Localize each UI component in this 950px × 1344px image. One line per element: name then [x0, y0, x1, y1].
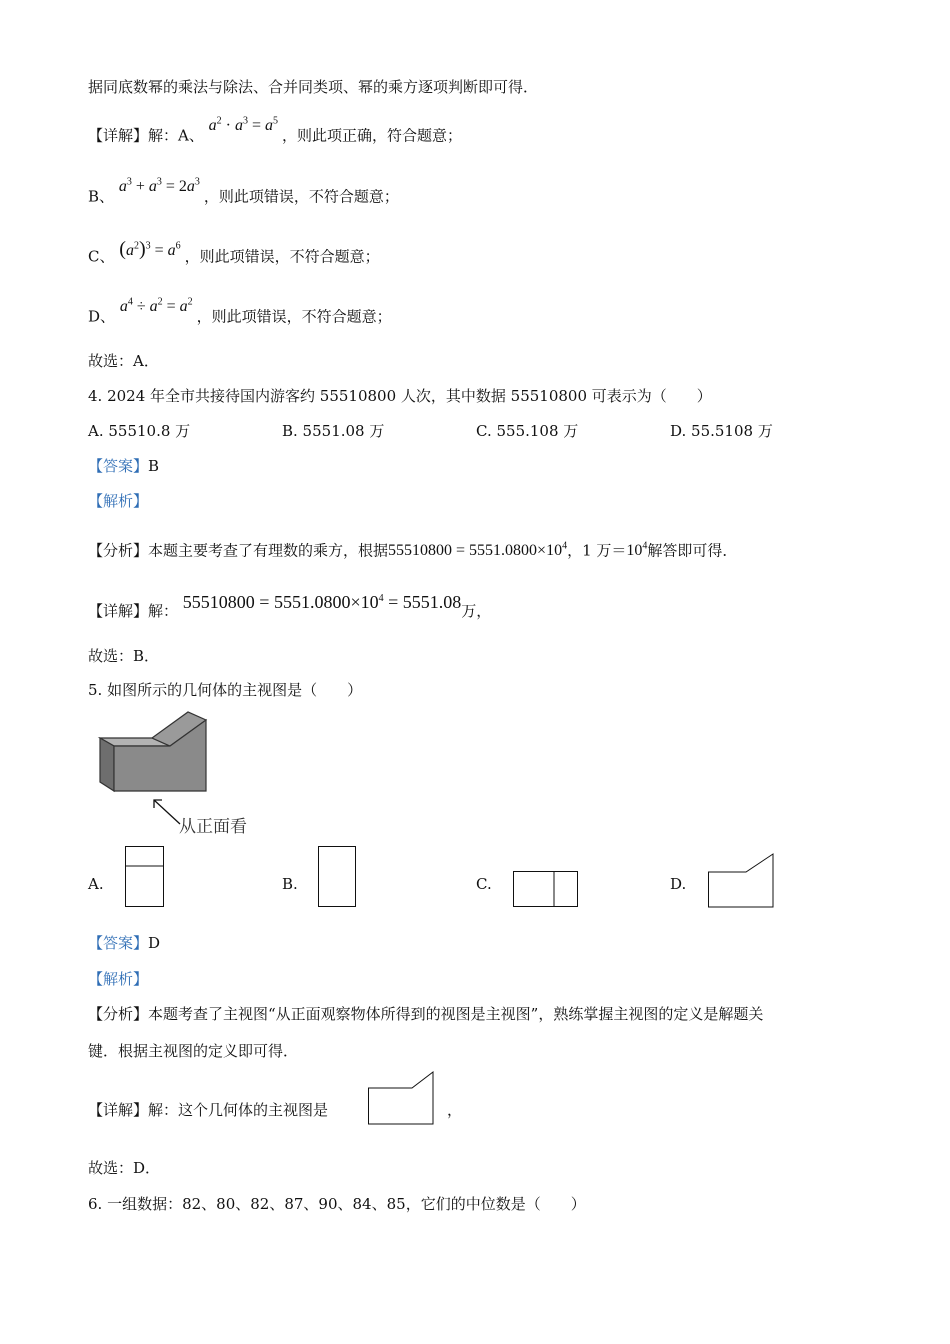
q5-answer-line	[88, 932, 160, 954]
q5-analysis-tag: 【解析】	[88, 970, 149, 988]
q5-detail-shape	[368, 1071, 436, 1127]
q5-analysis-line-2: 键．根据主视图的定义即可得．	[88, 1042, 299, 1060]
q3-option-a-line: 【详解】解：A、 $a^2 \cdot a^3 = a^5$ ，则此项正确，符合题意；	[88, 116, 463, 145]
solid-figure	[96, 708, 216, 798]
q6-stem: 6. 一组数据：82、80、82、87、90、84、85，它们的中位数是（ ）	[88, 1195, 586, 1213]
q4-detail-line: 【详解】解： $55510800 = 5551.0800\times 10^4 = 5551.08$万，	[88, 592, 492, 620]
answer-value: B	[148, 457, 160, 475]
q5-option-label-c: C.	[476, 875, 492, 893]
q4-option-d: D. 55.5108 万	[670, 422, 773, 440]
option-label: A、	[178, 126, 204, 145]
math-expression: $a^3 + a^3 = 2a^3$	[118, 177, 200, 196]
q5-analysis-line-1: 【分析】本题考查了主视图“从正面观察物体所得到的视图是主视图”，熟练掌握主视图的定义是解题关	[88, 1005, 764, 1023]
option-label: D、	[88, 307, 116, 326]
q5-option-d-shape	[708, 853, 776, 909]
q4-option-a: A. 55510.8 万	[88, 422, 191, 440]
solid-left-face	[100, 738, 114, 791]
detail-tag: 【详解】解：	[88, 602, 179, 620]
q4-option-b: B. 5551.08 万	[282, 422, 385, 440]
detail-tag: 【详解】解：	[88, 126, 179, 145]
answer-value: D	[148, 934, 161, 952]
math-expression: $a^2 \cdot a^3 = a^5$	[208, 116, 278, 135]
q4-answer-line	[88, 455, 159, 477]
math-expression: $(a^2)^3 = a^6$	[119, 238, 181, 261]
q5-option-label-a: A.	[88, 875, 104, 893]
math-expression: $10^4$	[626, 541, 648, 560]
q3-option-c-line: C、 $(a^2)^3 = a^6$ ，则此项错误，不符合题意；	[88, 238, 380, 266]
q5-option-b-shape	[318, 846, 358, 908]
q5-stem: 5. 如图所示的几何体的主视图是（ ）	[88, 681, 363, 699]
q5-option-c-shape	[513, 871, 579, 909]
q5-option-label-b: B.	[282, 875, 298, 893]
q3-option-b-line: B、 $a^3 + a^3 = 2a^3$ ，则此项错误，不符合题意；	[88, 177, 399, 206]
q3-hint: 据同底数幂的乘法与除法、合并同类项、幂的乘方逐项判断即可得．	[88, 78, 539, 96]
q4-option-c: C. 555.108 万	[476, 422, 579, 440]
figure-caption: 从正面看	[179, 817, 247, 837]
q3-conclusion: 故选：A．	[88, 352, 159, 370]
math-expression: $55510800 = 5551.0800\times 10^4$	[388, 541, 568, 560]
q4-conclusion: 故选：B．	[88, 647, 160, 665]
q5-detail-tail: ，	[447, 1101, 463, 1119]
option-label: C、	[88, 247, 115, 266]
q3-option-d-line: D、 $a^4 \div a^2 = a^2$ ，则此项错误，不符合题意；	[88, 297, 392, 326]
q5-detail-line: 【详解】解：这个几何体的主视图是	[88, 1101, 329, 1119]
q5-option-a-shape	[125, 846, 165, 908]
solid-front-face	[114, 720, 206, 791]
q5-option-label-d: D.	[670, 875, 687, 893]
q4-analysis-line: 【分析】本题主要考查了有理数的乘方，根据$55510800 = 5551.0800\times 10^4$，1 万$=10^4$解答即可得．	[88, 541, 738, 560]
q5-conclusion: 故选：D．	[88, 1159, 161, 1177]
option-label: B、	[88, 187, 115, 206]
math-expression: $a^4 \div a^2 = a^2$	[119, 297, 193, 316]
answer-tag: 【答案】	[88, 457, 149, 475]
q4-stem: 4. 2024 年全市共接待国内游客约 55510800 人次，其中数据 55510800 可表示为（ ）	[88, 387, 712, 405]
answer-tag: 【答案】	[88, 934, 149, 952]
math-expression: $55510800 = 5551.0800\times 10^4 = 5551.08$	[182, 592, 462, 612]
q4-analysis-tag: 【解析】	[88, 492, 149, 510]
